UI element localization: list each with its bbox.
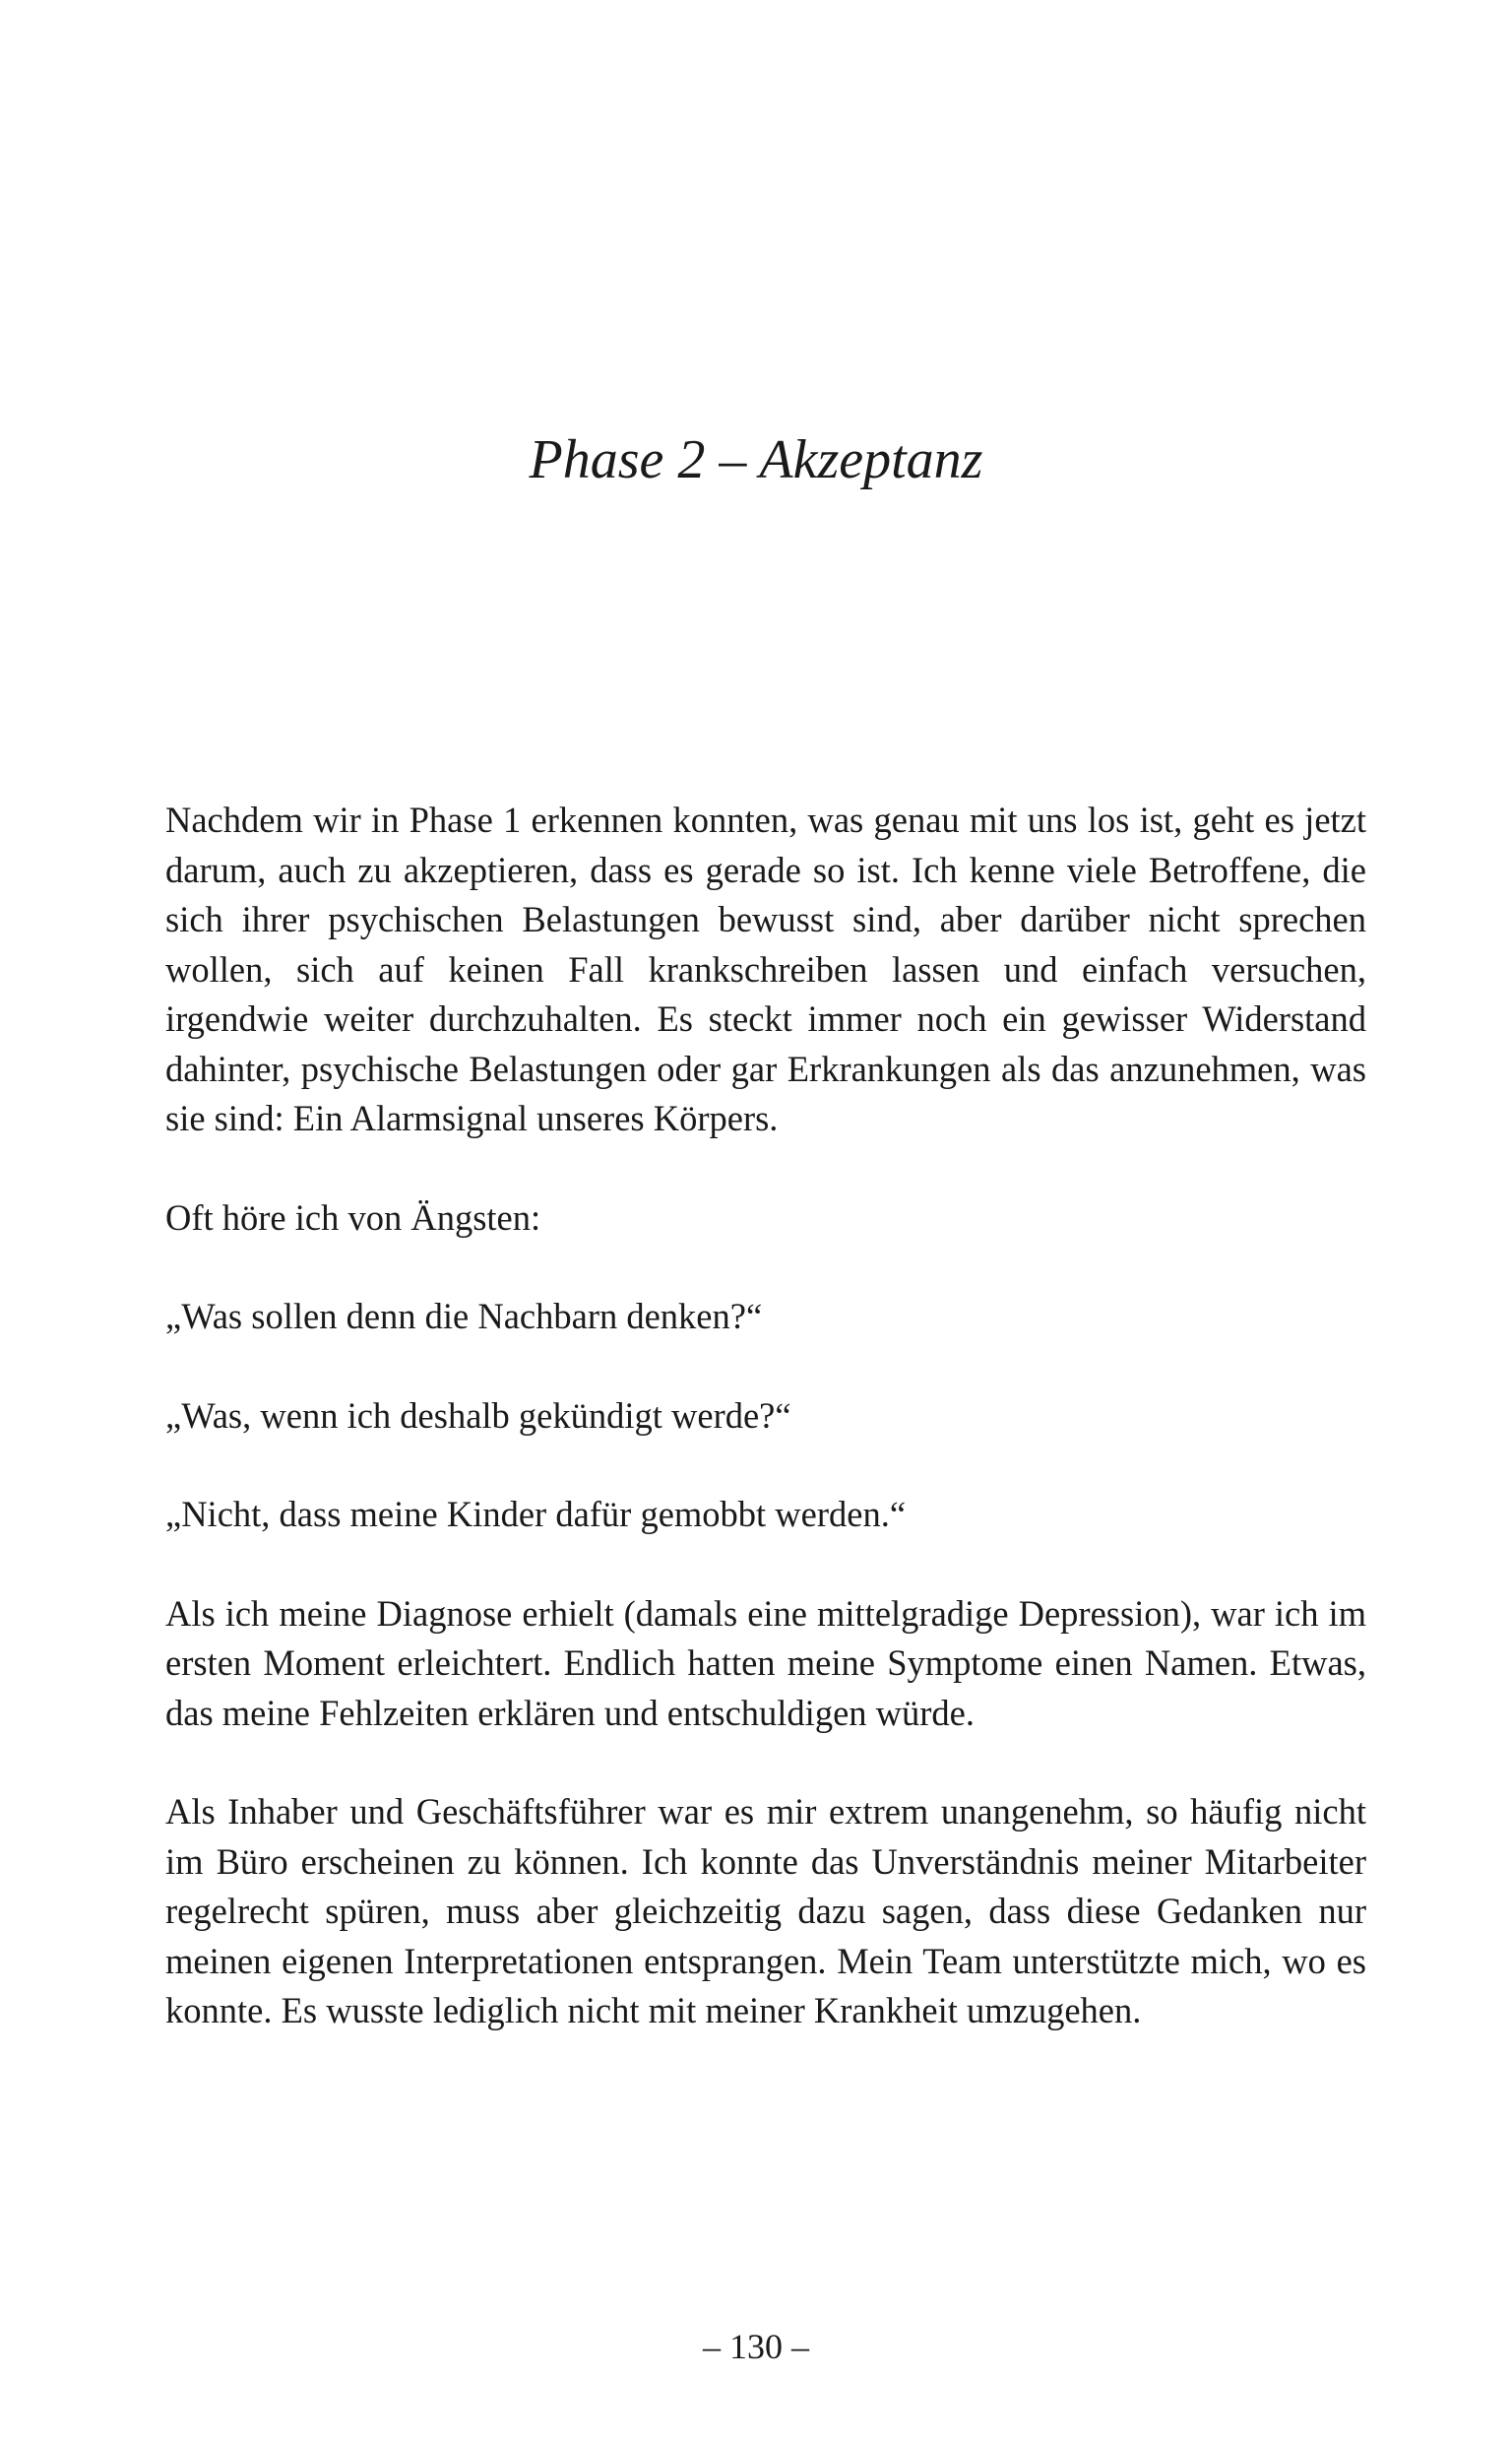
page-number: – 130 – bbox=[703, 2327, 809, 2366]
quote-dismissal: „Was, wenn ich deshalb gekündigt werde?“ bbox=[165, 1394, 791, 1436]
paragraph-fears-intro: Oft höre ich von Ängsten: bbox=[165, 1196, 541, 1238]
quote-neighbors: „Was sollen denn die Nachbarn denken?“ bbox=[165, 1296, 763, 1336]
paragraph-diagnosis: Als ich meine Diagnose erhielt (damals eine mittelgradige Depression), war ich im ersten Moment erleichtert. Endlich hatten meine Symptome einen Namen. Etwas, das meine Fehlzeiten erklären und entschuldigen würde. bbox=[165, 1592, 1366, 1733]
chapter-title: Phase 2 – Akzeptanz bbox=[529, 429, 983, 490]
quote-children: „Nicht, dass meine Kinder dafür gemobbt werden.“ bbox=[165, 1494, 907, 1534]
paragraph-owner: Als Inhaber und Geschäftsführer war es mir extrem unangenehm, so häufig nicht im Büro erscheinen zu können. Ich konnte das Unverständnis meiner Mitarbeiter regelrecht spüren, muss aber gleichzeitig dazu sagen, dass diese Gedanken nur meinen eigenen Interpretationen entsprangen. Mein Team unterstützte mich, wo es konnte. Es wusste lediglich nicht mit meiner Krankheit umzugehen. bbox=[165, 1791, 1366, 2030]
body-text bbox=[165, 796, 1366, 2036]
paragraph-intro: Nachdem wir in Phase 1 erkennen konnten, was genau mit uns los ist, geht es jetzt darum, auch zu akzeptieren, dass es gerade so ist. Ich kenne viele Betroffene, die sich ihrer psychischen Belastungen bewusst sind, aber darüber nicht sprechen wollen, sich auf keinen Fall krankschreiben lassen und einfach versuchen, irgendwie weiter durchzuhalten. Es steckt immer noch ein gewisser Widerstand dahinter, psychische Belastungen oder gar Erkrankungen als das anzunehmen, was sie sind: Ein Alarmsignal unseres Körpers. bbox=[165, 800, 1366, 1138]
